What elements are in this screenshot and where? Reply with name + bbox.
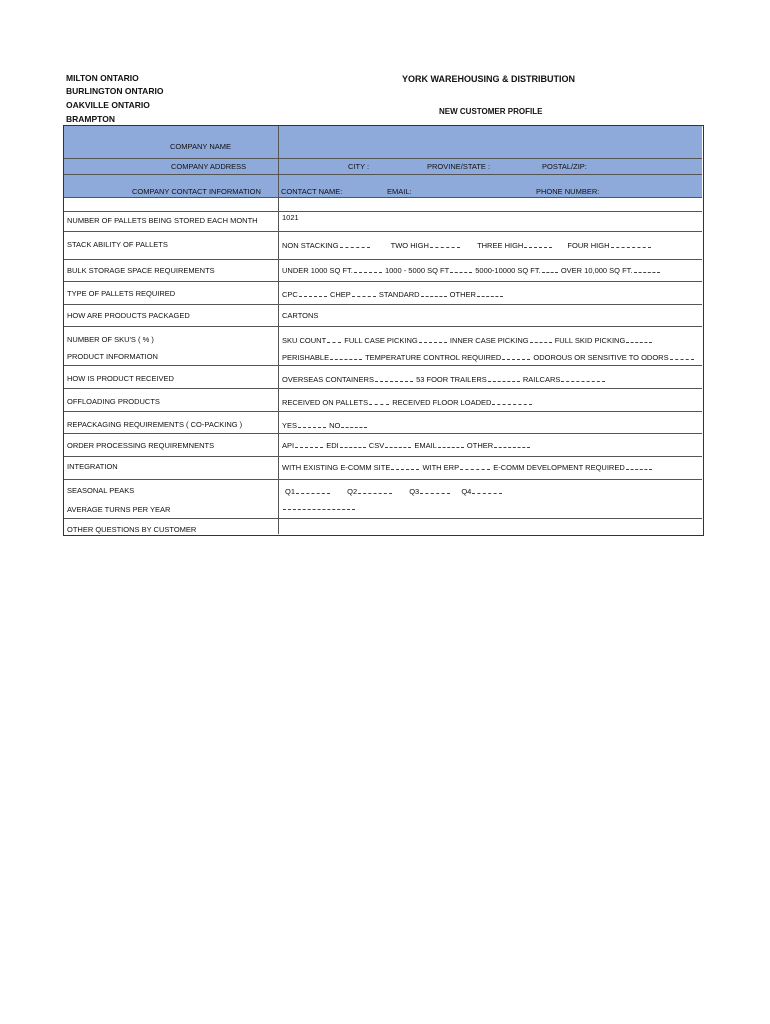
location-burlington: BURLINGTON ONTARIO bbox=[66, 86, 164, 96]
contact-info-label: COMPANY CONTACT INFORMATION bbox=[132, 187, 261, 196]
repackaging-options: YES NO bbox=[282, 420, 368, 430]
location-oakville: OAKVILLE ONTARIO bbox=[66, 100, 150, 110]
received-label: HOW IS PRODUCT RECEIVED bbox=[67, 374, 174, 383]
sku-options: SKU COUNT FULL CASE PICKING INNER CASE PICKING FULL SKID PICKING bbox=[282, 335, 653, 345]
other-questions-label: OTHER QUESTIONS BY CUSTOMER bbox=[67, 525, 197, 534]
offloading-label: OFFLOADING PRODUCTS bbox=[67, 397, 160, 406]
stack-ability-label: STACK ABILITY OF PALLETS bbox=[67, 240, 168, 249]
stack-ability-options: NON STACKING TWO HIGH THREE HIGH FOUR HIGH bbox=[282, 240, 652, 250]
order-processing-label: ORDER PROCESSING REQUIREMNENTS bbox=[67, 441, 215, 450]
city-label: CITY : bbox=[348, 162, 370, 171]
email-label: EMAIL: bbox=[387, 187, 412, 196]
postal-label: POSTAL/ZIP: bbox=[542, 162, 587, 171]
packaging-label: HOW ARE PRODUCTS PACKAGED bbox=[67, 311, 190, 320]
phone-label: PHONE NUMBER: bbox=[536, 187, 600, 196]
product-info-options: PERISHABLE TEMPERATURE CONTROL REQUIRED ODOROUS OR SENSITIVE TO ODORS bbox=[282, 352, 695, 362]
received-options: OVERSEAS CONTAINERS 53 FOOR TRAILERS RAILCARS bbox=[282, 374, 606, 384]
packaging-value: CARTONS bbox=[282, 311, 319, 320]
seasonal-peaks-options: Q1 Q2 Q3 Q4 bbox=[285, 486, 503, 496]
bulk-storage-label: BULK STORAGE SPACE REQUIREMENTS bbox=[67, 266, 215, 275]
location-brampton: BRAMPTON bbox=[66, 114, 115, 124]
header-band-address bbox=[64, 158, 702, 174]
company-title: YORK WAREHOUSING & DISTRIBUTION bbox=[402, 74, 576, 84]
location-milton: MILTON ONTARIO bbox=[66, 73, 139, 83]
product-info-label: PRODUCT INFORMATION bbox=[67, 352, 158, 361]
form-title: NEW CUSTOMER PROFILE bbox=[439, 107, 543, 116]
pallet-type-options: CPC CHEP STANDARD OTHER bbox=[282, 289, 504, 299]
customer-profile-form bbox=[63, 125, 704, 536]
integration-options: WITH EXISTING E-COMM SITE WITH ERP E-COMM DEVELOPMENT REQUIRED bbox=[282, 462, 653, 472]
header-band-name bbox=[64, 126, 702, 158]
seasonal-peaks-label: SEASONAL PEAKS bbox=[67, 486, 135, 495]
offloading-options: RECEIVED ON PALLETS RECEIVED FLOOR LOADED bbox=[282, 397, 533, 407]
pallets-value: 1021 bbox=[282, 213, 299, 222]
repackaging-label: REPACKAGING REQUIREMENTS ( CO-PACKING ) bbox=[67, 420, 243, 429]
company-name-label: COMPANY NAME bbox=[170, 142, 231, 151]
company-address-label: COMPANY ADDRESS bbox=[171, 162, 247, 171]
integration-label: INTEGRATION bbox=[67, 462, 118, 471]
pallet-type-label: TYPE OF PALLETS REQUIRED bbox=[67, 289, 176, 298]
average-turns-label: AVERAGE TURNS PER YEAR bbox=[67, 505, 171, 514]
province-label: PROVINE/STATE : bbox=[427, 162, 491, 171]
contact-name-label: CONTACT NAME: bbox=[281, 187, 343, 196]
order-processing-options: API EDI CSV EMAIL OTHER bbox=[282, 440, 531, 450]
average-turns-field[interactable] bbox=[282, 502, 356, 512]
bulk-storage-options: UNDER 1000 SQ FT. 1000 - 5000 SQ FT 5000-10000 SQ FT. OVER 10,000 SQ FT. bbox=[282, 265, 661, 275]
pallets-label: NUMBER OF PALLETS BEING STORED EACH MONTH bbox=[67, 216, 258, 225]
sku-label: NUMBER OF SKU'S ( % ) bbox=[67, 335, 154, 344]
